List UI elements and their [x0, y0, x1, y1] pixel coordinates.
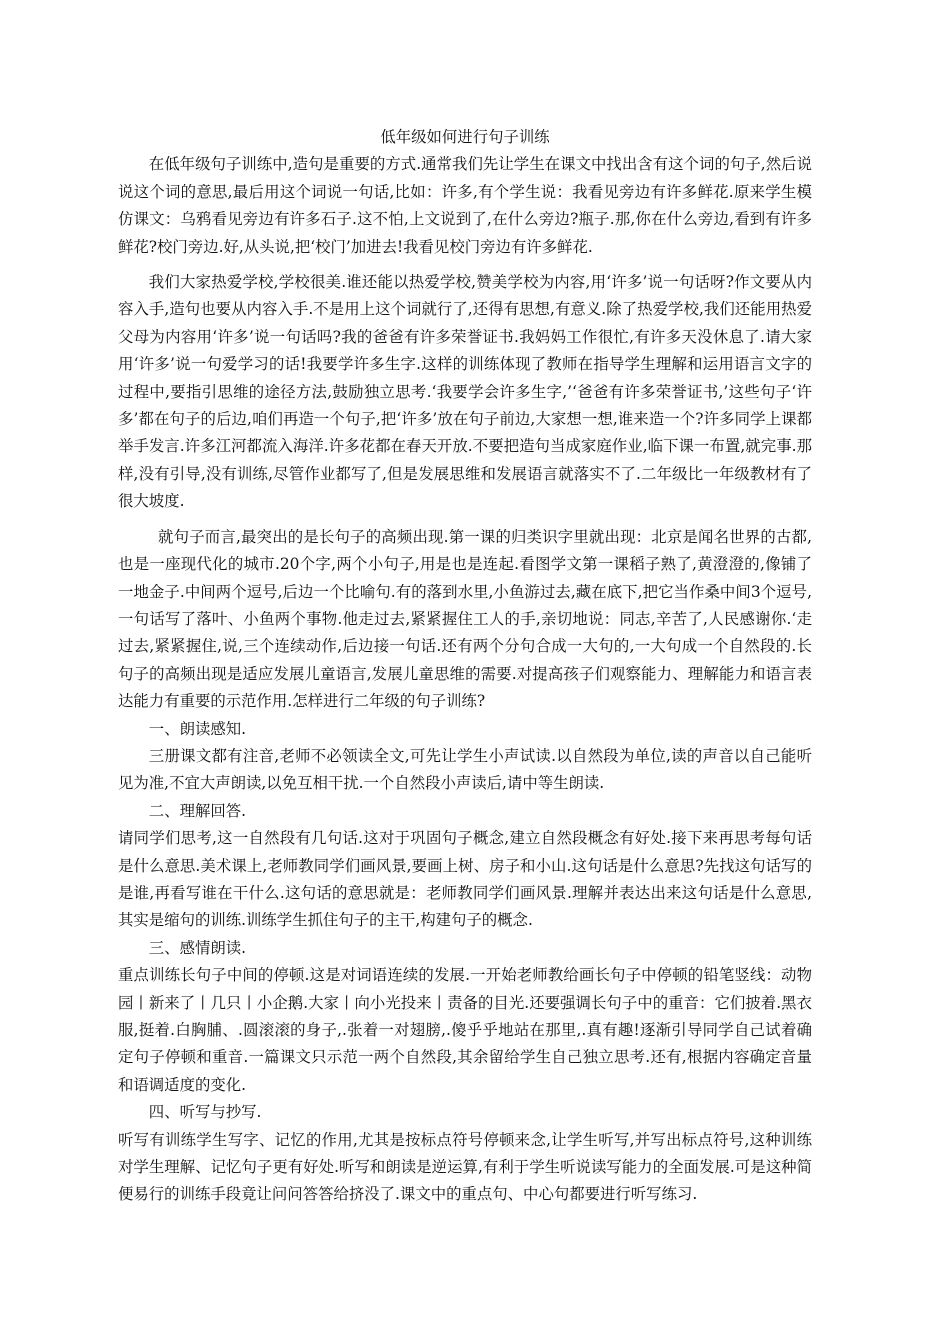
document-page: [118, 124, 812, 1209]
paragraph-xuduo-examples: 我们大家热爱学校,学校很美.谁还能以热爱学校,赞美学校为内容,用‘许多’说一句话呀?作文要从内容入手,造句也要从内容入手.不是用上这个词就行了,还得有思想,有意义.除了热爱学校,我们还能用热爱父母为内容用‘许多’说一句话吗?我的爸爸有许多荣誉证书.我妈妈工作很忙,有许多天没休息了.请大家用‘许多’说一句爱学习的话!我要学许多生字.这样的训练体现了教师在指导学生理解和运用语言文字的过程中,要指引思维的途径方法,鼓励独立思考.‘我要学会许多生字,’‘爸爸有许多荣誉证书,’这些句子‘许多’都在句子的后边,咱们再造一个句子,把‘许多’放在句子前边,大家想一想,谁来造一个?许多同学上课都举手发言.许多江河都流入海洋.许多花都在春天开放.不要把造句当成家庭作业,临下课一布置,就完事.那样,没有引导,没有训练,尽管作业都写了,但是发展思维和发展语言就落实不了.二年级比一年级教材有了很大坡度.: [118, 273, 812, 511]
paragraph-emotional-reading: 重点训练长句子中间的停顿.这是对词语连续的发展.一开始老师教给画长句子中停顿的铅笔竖线：动物园丨新来了丨几只丨小企鹅.大家丨向小光投来丨责备的目光.还要强调长句子中的重音：它们披着.黑衣服,挺着.白胸脯、.圆滚滚的身子,.张着一对翅膀,.傻乎乎地站在那里,.真有趣!逐渐引导同学自己试着确定句子停顿和重音.一篇课文只示范一两个自然段,其余留给学生自己独立思考.还有,根据内容确定音量和语调适度的变化.: [118, 966, 812, 1094]
paragraph-reading: 三册课文都有注音,老师不必领读全文,可先让学生小声试读.以自然段为单位,读的声音以自己能听见为准,不宜大声朗读,以免互相干扰.一个自然段小声读后,请中等生朗读.: [118, 746, 812, 793]
paragraph-understanding: 请同学们思考,这一自然段有几句话.这对于巩固句子概念,建立自然段概念有好处.接下来再思考每句话是什么意思.美术课上,老师教同学们画风景,要画上树、房子和小山.这句话是什么意思?先找这句话写的是谁,再看写谁在干什么.这句话的意思就是：老师教同学们画风景.理解并表达出来这句话是什么意思,其实是缩句的训练.训练学生抓住句子的主干,构建句子的概念.: [118, 829, 812, 930]
paragraph-dictation: 听写有训练学生写字、记忆的作用,尤其是按标点符号停顿来念,让学生听写,并写出标点符号,这种训练对学生理解、记忆句子更有好处.听写和朗读是逆运算,有利于学生听说读写能力的全面发展.可是这种简便易行的训练手段竟让问问答答给挤没了.课文中的重点句、中心句都要进行听写练习.: [118, 1130, 812, 1204]
section-heading-dictation: 四、听写与抄写.: [148, 1103, 262, 1122]
section-heading-emotional-reading: 三、感情朗读.: [148, 938, 247, 957]
paragraph-long-sentences: 就句子而言,最突出的是长句子的高频出现.第一课的归类识字里就出现：北京是闻名世界的古都,也是一座现代化的城市.20个字,两个小句子,用是也是连起.看图学文第一课稻子熟了,黄澄澄的,像铺了一地金子.中间两个逗号,后边一个比喻句.有的落到水里,小鱼游过去,藏在底下,把它当作桑中间3个逗号,一句话写了落叶、小鱼两个事物.他走过去,紧紧握住工人的手,亲切地说：同志,辛苦了,人民感谢你.‘走过去,紧紧握住,说,三个连续动作,后边接一句话.还有两个分句合成一大句的,一大句成一个自然段的.长句子的高频出现是适应发展儿童语言,发展儿童思维的需要.对提高孩子们观察能力、理解能力和语言表达能力有重要的示范作用.怎样进行二年级的句子训练?: [118, 527, 812, 711]
document-title: 低年级如何进行句子训练: [380, 128, 550, 146]
paragraph-intro: 在低年级句子训练中,造句是重要的方式.通常我们先让学生在课文中找出含有这个词的句子,然后说说这个词的意思,最后用这个词说一句话,比如：许多,有个学生说：我看见旁边有许多鲜花.原来学生模仿课文：乌鸦看见旁边有许多石子.这不怕,上文说到了,在什么旁边?瓶子.那,你在什么旁边,看到有许多鲜花?校门旁边.好,从头说,把‘校门’加进去!我看见校门旁边有许多鲜花.: [118, 155, 812, 256]
section-heading-reading: 一、朗读感知.: [148, 719, 247, 738]
section-heading-understanding: 二、理解回答.: [148, 801, 247, 820]
